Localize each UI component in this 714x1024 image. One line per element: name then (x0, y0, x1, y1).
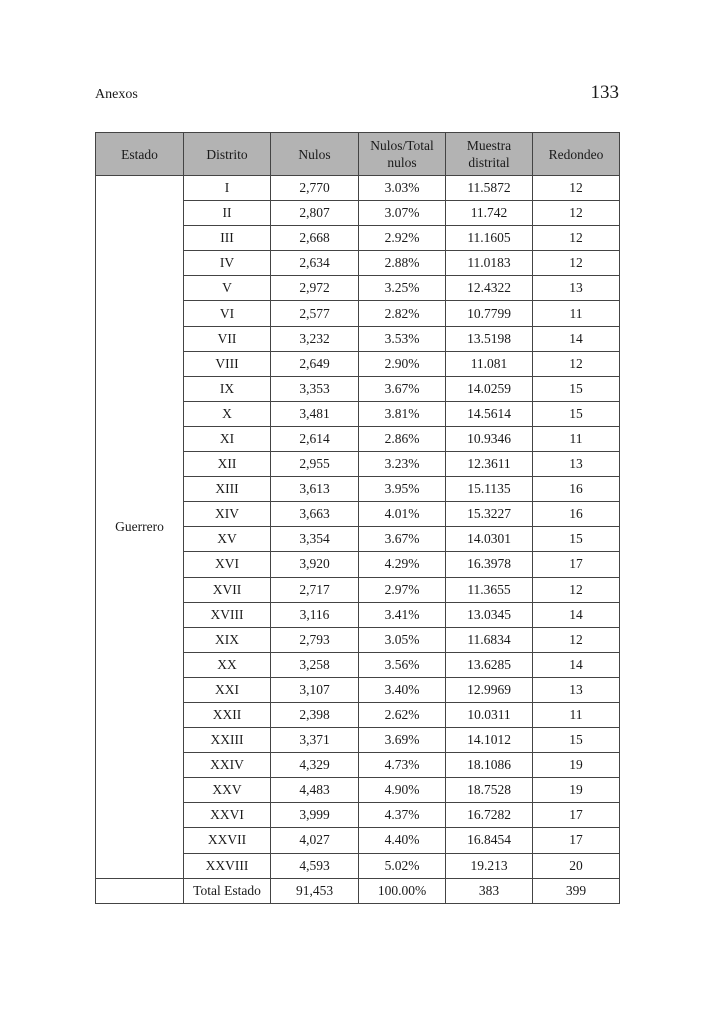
cell-muestra: 11.6834 (446, 627, 533, 652)
column-header-nulos-total (359, 133, 446, 176)
cell-muestra: 11.3655 (446, 577, 533, 602)
cell-muestra: 15.1135 (446, 477, 533, 502)
cell-redondeo: 12 (533, 627, 620, 652)
column-header-redondeo: Redondeo (533, 133, 620, 176)
cell-distrito: VI (184, 301, 271, 326)
cell-redondeo: 12 (533, 251, 620, 276)
cell-redondeo: 11 (533, 426, 620, 451)
cell-nulos-total: 3.81% (359, 401, 446, 426)
column-header-distrito: Distrito (184, 133, 271, 176)
cell-nulos: 2,634 (271, 251, 359, 276)
cell-muestra: 16.3978 (446, 552, 533, 577)
table-row (96, 176, 620, 201)
cell-redondeo: 17 (533, 828, 620, 853)
cell-nulos: 91,453 (271, 878, 359, 903)
cell-nulos: 4,483 (271, 778, 359, 803)
cell-nulos-total: 4.01% (359, 502, 446, 527)
cell-nulos-total: 4.40% (359, 828, 446, 853)
cell-distrito: XVII (184, 577, 271, 602)
cell-nulos-total: 2.90% (359, 351, 446, 376)
cell-redondeo: 13 (533, 276, 620, 301)
cell-nulos-total: 2.92% (359, 226, 446, 251)
cell-nulos-total: 2.86% (359, 426, 446, 451)
cell-redondeo: 12 (533, 577, 620, 602)
cell-nulos-total: 5.02% (359, 853, 446, 878)
cell-nulos-total: 3.23% (359, 452, 446, 477)
cell-distrito: XIV (184, 502, 271, 527)
cell-redondeo: 14 (533, 652, 620, 677)
cell-distrito: XXVIII (184, 853, 271, 878)
cell-redondeo: 12 (533, 351, 620, 376)
cell-distrito: XII (184, 452, 271, 477)
cell-muestra: 11.081 (446, 351, 533, 376)
cell-nulos: 3,258 (271, 652, 359, 677)
cell-distrito: XX (184, 652, 271, 677)
cell-nulos-total: 3.25% (359, 276, 446, 301)
cell-muestra: 14.1012 (446, 728, 533, 753)
cell-distrito: II (184, 201, 271, 226)
cell-distrito: XIII (184, 477, 271, 502)
cell-distrito: I (184, 176, 271, 201)
cell-muestra: 11.5872 (446, 176, 533, 201)
cell-distrito: XXIV (184, 753, 271, 778)
cell-muestra: 14.5614 (446, 401, 533, 426)
cell-muestra: 12.3611 (446, 452, 533, 477)
cell-muestra: 16.7282 (446, 803, 533, 828)
cell-nulos: 2,972 (271, 276, 359, 301)
cell-nulos-total: 2.62% (359, 702, 446, 727)
cell-muestra: 12.9969 (446, 677, 533, 702)
cell-nulos: 4,329 (271, 753, 359, 778)
cell-nulos-total: 3.07% (359, 201, 446, 226)
column-header-muestra-text: Muestra distrital (466, 138, 512, 170)
cell-nulos-total: 3.05% (359, 627, 446, 652)
cell-redondeo: 12 (533, 201, 620, 226)
cell-estado: Guerrero (96, 176, 184, 879)
column-header-muestra (446, 133, 533, 176)
table-row (96, 878, 620, 903)
cell-distrito: XV (184, 527, 271, 552)
cell-muestra: 18.1086 (446, 753, 533, 778)
cell-muestra: 11.0183 (446, 251, 533, 276)
cell-nulos-total: 3.53% (359, 326, 446, 351)
cell-muestra: 15.3227 (446, 502, 533, 527)
cell-nulos: 4,593 (271, 853, 359, 878)
cell-muestra: 13.6285 (446, 652, 533, 677)
cell-nulos: 3,481 (271, 401, 359, 426)
cell-nulos: 3,116 (271, 602, 359, 627)
cell-nulos-total: 3.67% (359, 527, 446, 552)
cell-muestra: 11.1605 (446, 226, 533, 251)
cell-redondeo: 17 (533, 803, 620, 828)
cell-distrito: XXII (184, 702, 271, 727)
cell-redondeo: 15 (533, 401, 620, 426)
cell-redondeo: 12 (533, 176, 620, 201)
cell-nulos: 3,107 (271, 677, 359, 702)
cell-nulos: 3,999 (271, 803, 359, 828)
cell-nulos-total: 3.41% (359, 602, 446, 627)
cell-redondeo: 16 (533, 477, 620, 502)
cell-distrito: XVI (184, 552, 271, 577)
cell-redondeo: 19 (533, 753, 620, 778)
column-header-nulos: Nulos (271, 133, 359, 176)
cell-nulos: 2,614 (271, 426, 359, 451)
cell-muestra: 10.9346 (446, 426, 533, 451)
cell-distrito: XXV (184, 778, 271, 803)
cell-nulos: 3,613 (271, 477, 359, 502)
page-number: 133 (590, 82, 619, 103)
cell-distrito: IV (184, 251, 271, 276)
table-header-row (96, 133, 620, 176)
cell-distrito: VII (184, 326, 271, 351)
cell-nulos: 2,793 (271, 627, 359, 652)
column-header-estado: Estado (96, 133, 184, 176)
cell-redondeo: 15 (533, 728, 620, 753)
cell-distrito: XVIII (184, 602, 271, 627)
cell-nulos: 3,920 (271, 552, 359, 577)
cell-muestra: 14.0301 (446, 527, 533, 552)
cell-nulos: 2,717 (271, 577, 359, 602)
cell-redondeo: 16 (533, 502, 620, 527)
cell-redondeo: 14 (533, 602, 620, 627)
cell-nulos: 2,649 (271, 351, 359, 376)
cell-redondeo: 11 (533, 702, 620, 727)
cell-distrito: XXI (184, 677, 271, 702)
cell-nulos-total: 3.69% (359, 728, 446, 753)
cell-muestra: 13.5198 (446, 326, 533, 351)
cell-nulos: 2,807 (271, 201, 359, 226)
cell-redondeo: 12 (533, 226, 620, 251)
cell-redondeo: 17 (533, 552, 620, 577)
cell-nulos: 3,371 (271, 728, 359, 753)
cell-estado-blank (96, 878, 184, 903)
cell-muestra: 16.8454 (446, 828, 533, 853)
cell-distrito: IX (184, 376, 271, 401)
cell-muestra: 18.7528 (446, 778, 533, 803)
cell-nulos: 2,577 (271, 301, 359, 326)
cell-nulos-total: 3.40% (359, 677, 446, 702)
cell-nulos-total: 4.29% (359, 552, 446, 577)
cell-nulos: 3,232 (271, 326, 359, 351)
cell-nulos-total: 3.67% (359, 376, 446, 401)
cell-distrito: VIII (184, 351, 271, 376)
table-body (96, 176, 620, 904)
cell-redondeo: 15 (533, 527, 620, 552)
cell-nulos-total: 4.73% (359, 753, 446, 778)
cell-distrito: XXIII (184, 728, 271, 753)
running-head: Anexos (95, 87, 138, 102)
cell-nulos: 2,770 (271, 176, 359, 201)
cell-nulos-total: 100.00% (359, 878, 446, 903)
cell-muestra: 10.0311 (446, 702, 533, 727)
cell-redondeo: 19 (533, 778, 620, 803)
cell-redondeo: 20 (533, 853, 620, 878)
cell-muestra: 12.4322 (446, 276, 533, 301)
cell-muestra: 19.213 (446, 853, 533, 878)
cell-redondeo: 15 (533, 376, 620, 401)
cell-distrito: III (184, 226, 271, 251)
cell-nulos-total: 2.88% (359, 251, 446, 276)
cell-muestra: 14.0259 (446, 376, 533, 401)
cell-nulos-total: 2.82% (359, 301, 446, 326)
cell-muestra: 13.0345 (446, 602, 533, 627)
cell-nulos-total: 4.90% (359, 778, 446, 803)
cell-distrito: V (184, 276, 271, 301)
cell-nulos: 4,027 (271, 828, 359, 853)
cell-distrito: XIX (184, 627, 271, 652)
cell-redondeo: 399 (533, 878, 620, 903)
cell-redondeo: 13 (533, 452, 620, 477)
cell-redondeo: 13 (533, 677, 620, 702)
district-sample-table (95, 132, 620, 904)
cell-nulos-total: 2.97% (359, 577, 446, 602)
cell-nulos: 2,668 (271, 226, 359, 251)
cell-nulos: 2,955 (271, 452, 359, 477)
cell-distrito: XI (184, 426, 271, 451)
cell-distrito: XXVI (184, 803, 271, 828)
cell-nulos: 3,663 (271, 502, 359, 527)
cell-redondeo: 11 (533, 301, 620, 326)
cell-nulos: 2,398 (271, 702, 359, 727)
cell-nulos-total: 3.95% (359, 477, 446, 502)
cell-nulos: 3,353 (271, 376, 359, 401)
cell-nulos: 3,354 (271, 527, 359, 552)
cell-nulos-total: 3.56% (359, 652, 446, 677)
cell-redondeo: 14 (533, 326, 620, 351)
cell-distrito: XXVII (184, 828, 271, 853)
cell-nulos-total: 4.37% (359, 803, 446, 828)
cell-muestra: 11.742 (446, 201, 533, 226)
cell-muestra: 10.7799 (446, 301, 533, 326)
cell-distrito: X (184, 401, 271, 426)
cell-distrito: Total Estado (184, 878, 271, 903)
column-header-nulos-total-text: Nulos/Total nulos (370, 138, 434, 170)
cell-muestra: 383 (446, 878, 533, 903)
cell-nulos-total: 3.03% (359, 176, 446, 201)
